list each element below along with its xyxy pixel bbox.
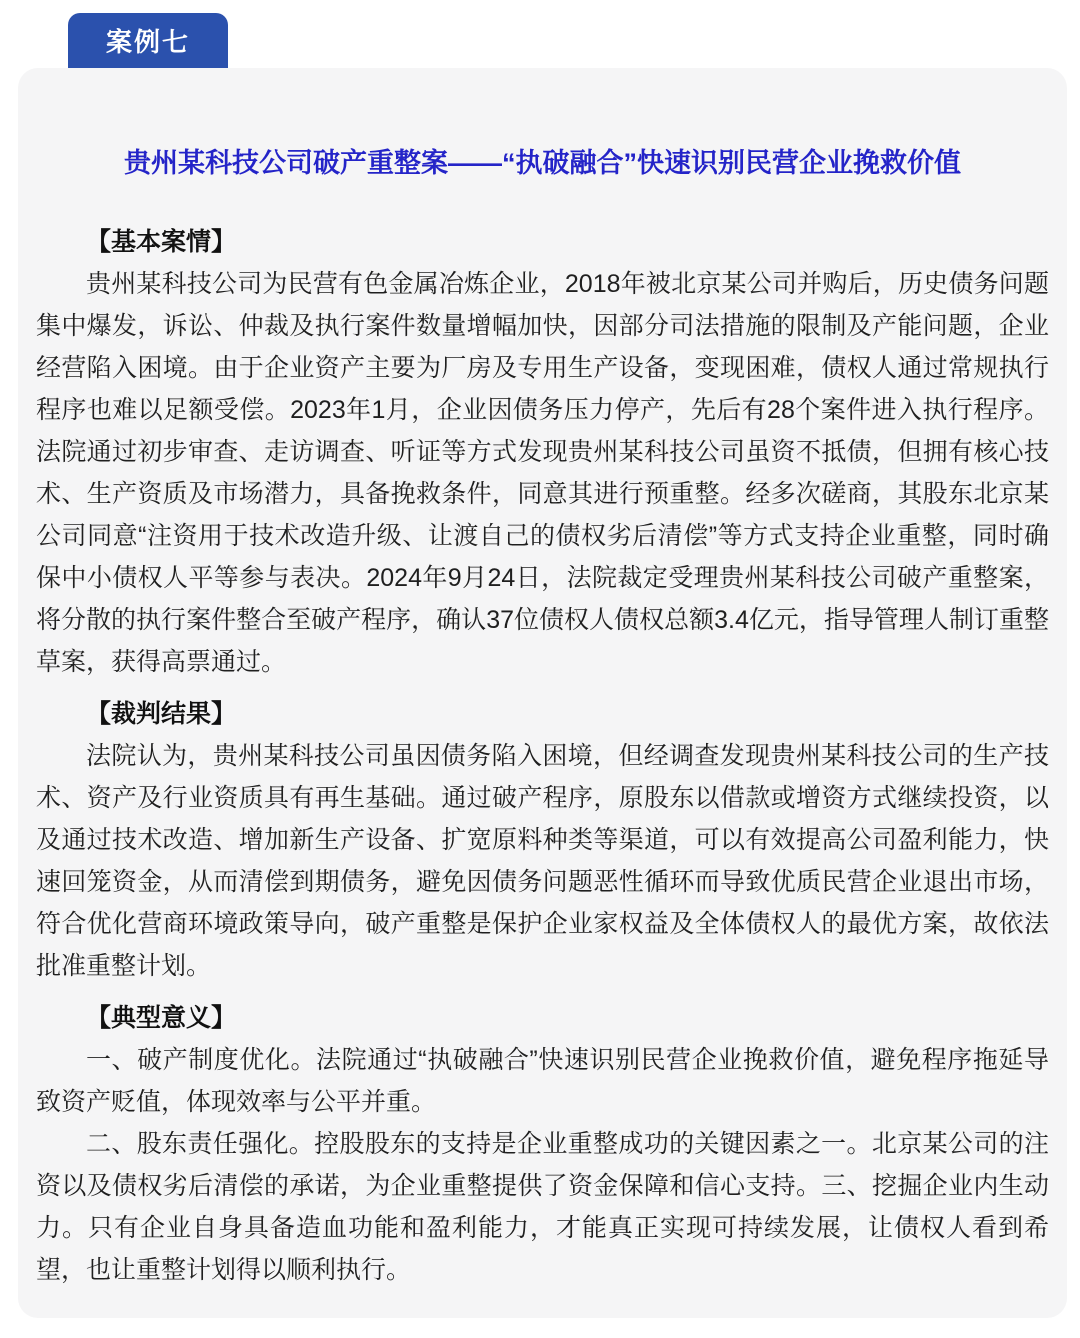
section-paragraph-typical-significance-2: 二、股东责任强化。控股股东的支持是企业重整成功的关键因素之一。北京某公司的注资以及债权劣后清偿的承诺，为企业重整提供了资金保障和信心支持。三、挖掘企业内生动力。只有企业自身具备造血功能和盈利能力，才能真正实现可持续发展，让债权人看到希望，也让重整计划得以顺利执行。 [36,1130,1049,1284]
section-heading-judgment-result: 【裁判结果】 [86,700,237,728]
section-heading-typical-significance: 【典型意义】 [86,1004,237,1032]
case-body [36,221,1049,1291]
case-number-badge-label: 案例七 [105,27,190,57]
section-paragraph-judgment-result: 法院认为，贵州某科技公司虽因债务陷入困境，但经调查发现贵州某科技公司的生产技术、资产及行业资质具有再生基础。通过破产程序，原股东以借款或增资方式继续投资，以及通过技术改造、增加新生产设备、扩宽原料种类等渠道，可以有效提高公司盈利能力，快速回笼资金，从而清偿到期债务，避免因债务问题恶性循环而导致优质民营企业退出市场，符合优化营商环境政策导向，破产重整是保护企业家权益及全体债权人的最优方案，故依法批准重整计划。 [36,742,1049,980]
case-number-badge [68,13,228,68]
case-title: 贵州某科技公司破产重整案——“执破融合”快速识别民营企业挽救价值 [124,148,961,178]
section-paragraph-typical-significance-1: 一、破产制度优化。法院通过“执破融合”快速识别民营企业挽救价值，避免程序拖延导致资产贬值，体现效率与公平并重。 [36,1046,1049,1116]
section-heading-basic-facts: 【基本案情】 [86,228,237,256]
section-paragraph-basic-facts: 贵州某科技公司为民营有色金属冶炼企业，2018年被北京某公司并购后，历史债务问题集中爆发，诉讼、仲裁及执行案件数量增幅加快，因部分司法措施的限制及产能问题，企业经营陷入困境。由于企业资产主要为厂房及专用生产设备，变现困难，债权人通过常规执行程序也难以足额受偿。2023年1月，企业因债务压力停产，先后有28个案件进入执行程序。法院通过初步审查、走访调查、听证等方式发现贵州某科技公司虽资不抵债，但拥有核心技术、生产资质及市场潜力，具备挽救条件，同意其进行预重整。经多次磋商，其股东北京某公司同意“注资用于技术改造升级、让渡自己的债权劣后清偿”等方式支持企业重整，同时确保中小债权人平等参与表决。2024年9月24日，法院裁定受理贵州某科技公司破产重整案，将分散的执行案件整合至破产程序，确认37位债权人债权总额3.4亿元，指导管理人制订重整草案，获得高票通过。 [36,270,1049,676]
case-card [18,68,1067,1318]
